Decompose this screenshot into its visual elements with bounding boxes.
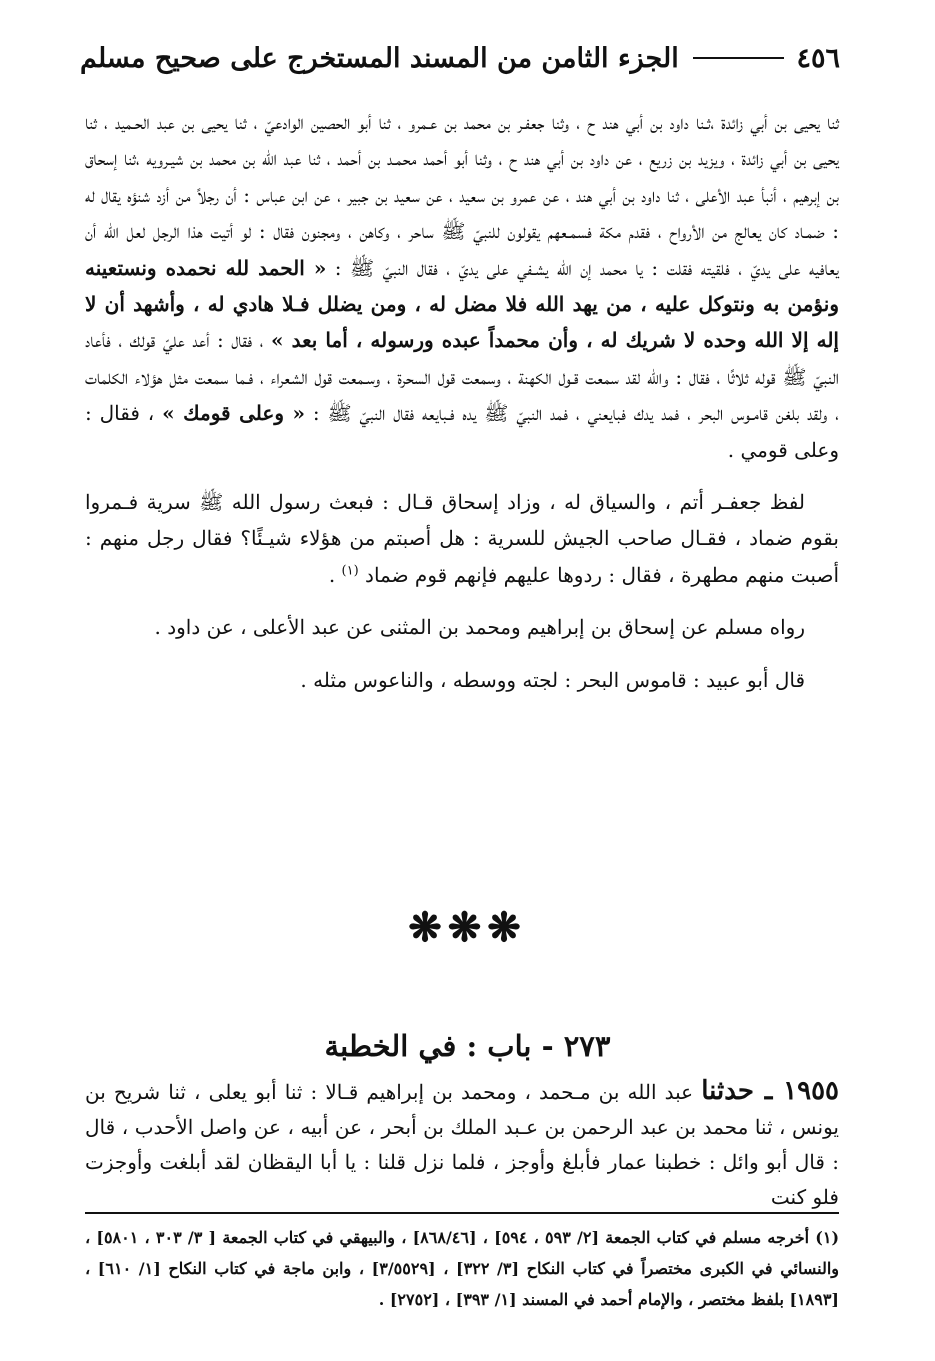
paragraph-1-end: ، فقال : وعلى قومي . xyxy=(85,401,839,462)
paragraph-2-end: . xyxy=(328,562,336,587)
footnotes xyxy=(85,1222,839,1315)
page-header xyxy=(80,38,840,78)
hadith-block xyxy=(85,1074,839,1215)
paragraph-3: رواه مسلم عن إسحاق بن إبراهيم ومحمد بن المثنى عن عبد الأعلى ، عن داود . xyxy=(154,615,805,640)
section-separator: ❋❋❋ xyxy=(408,904,527,951)
hadith-paragraph xyxy=(85,1074,839,1215)
chapter-heading: ٢٧٣ - باب : في الخطبة xyxy=(324,1029,611,1063)
paragraph-2 xyxy=(85,484,839,593)
footnote-1: (١) أخرجه مسلم في كتاب الجمعة [٢/ ٥٩٣ ، ٥٩٤] ، [٨٦٨/٤٦] ، والبيهقي في كتاب الجمعة [ ٣/ ٣٠٣ ، ٥٨٠١] ، والنسائي في الكبرى مختصراً في كتاب النكاح [٣/ ٣٢٢] ، [٣/٥٥٢٩] ، وابن ماجة في كتاب النكاح [١/ ٦١٠] ، [١٨٩٣] بلفظ مختصر ، والإمام أحمد في المسند [١/ ٣٩٣] ، [٢٧٥٢] . xyxy=(85,1228,840,1309)
footnote-divider xyxy=(85,1212,839,1214)
paragraph-4: قال أبو عبيد : قاموس البحر : لجته ووسطه ، والناعوس مثله . xyxy=(300,667,805,692)
paragraph-1 xyxy=(85,104,839,468)
paragraph-1-continued: ، فقال : أعد عليّ قولك ، فأعاد النبيّ ﷺ قوله ثلاثًا ، فقال : والله لقد سمعت قـول الكهنة ، وسمعت قول السحرة ، وسـمعت قول الشعراء ، فـما سمعت مثل هؤلاء الكلمات ، ولقد بلغن قامـوس البحر ، فمد يدك فبايعني ، فمد النبيّ ﷺ يده فـبايعه فقال النبيّ ﷺ : xyxy=(85,328,840,426)
khutbah-text: « الحمد لله نحمده ونستعينه ونؤمن به ونتوكل عليه ، من يهد الله فلا مضل له ، ومن يضلل فـلا هادي له ، وأشهد أن لا إله إلا الله وحده لا شريك له ، وأن محمداً عبده ورسوله ، أما بعد » xyxy=(85,255,839,353)
paragraph-2-text: لفظ جعفـر أتم ، والسياق له ، وزاد إسحاق قـال : فبعث رسول الله ﷺ سرية فـمروا بقوم ضماد ، فقـال صاحب الجيش للسرية : هل أصبتم من هؤلاء شيـئًا؟ فقال رجل منهم : أصبت منهم مطهرة ، فقال : ردوها عليهم فإنهم قوم ضماد xyxy=(85,490,839,587)
prophet-reply: « وعلى قومك » xyxy=(162,401,305,426)
hadith-text: عبد الله بن مـحمد ، ومحمد بن إبراهيم قـالا : ثنا أبو يعلى ، ثنا شريح بن يونس ، ثنا محمد بن عبد الرحمن بن عـبد الملك بن أبحر ، عن أبيه ، عن واصل الأحدب ، قال : قال أبو وائل : خطبنا عمار فأبلغ وأوجز ، فلما نزل قلنا : يا أبا اليقظان لقد أبلغت وأوجزت فلو كنت xyxy=(85,1080,839,1209)
running-title: الجزء الثامن من المسند المستخرج على صحيح مسلم xyxy=(80,42,679,74)
footnote-reference[interactable]: (١) xyxy=(341,563,359,579)
header-rule xyxy=(693,57,785,59)
hadith-number: ١٩٥٥ ـ حدثنا xyxy=(701,1076,840,1106)
main-text xyxy=(85,104,839,698)
paragraph-1-text: ثنا يحيى بن أبي زائدة ،ثـنا داود بن أبي هند ح ، وثنا جعفـر بن محمد بن عـمرو ، ثنا أبو الحصين الوادعيّ ، ثنا يحيى بن عبد الحـميد ، ثنا يحيى بن أبي زائدة ، ويزيد بن زريع ، عن داود بن أبي هند ح ، وثنا أبو أحمد محمـد بن أحمد ، ثنا عبد الله بن محمد بن شيـرويه ،ثنا إسحاق بن إبرهيم ، أنبأ عبد الأعلى ، ثنا داود بن أبي هند ، عن عمرو بن سعيد ، عن سعيد بن جبير ، عن ابن عباس : أن رجلاً من أزد شنؤه يقال له : ضمـاد كان يعالج من الأرواح ، فقدم مكة فسمـعهم يقولون للنبيّ ﷺ ساحر ، وكاهن ، ومجنون فقال : لو أتيت هذا الرجل لعل الله أن يعافيه على يديّ ، فلقيته فقلت : يا محمد إن الله يشـفي على يديّ ، فقال النبيّ ﷺ : xyxy=(85,110,840,280)
page-number: ٤٥٦ xyxy=(796,42,840,74)
